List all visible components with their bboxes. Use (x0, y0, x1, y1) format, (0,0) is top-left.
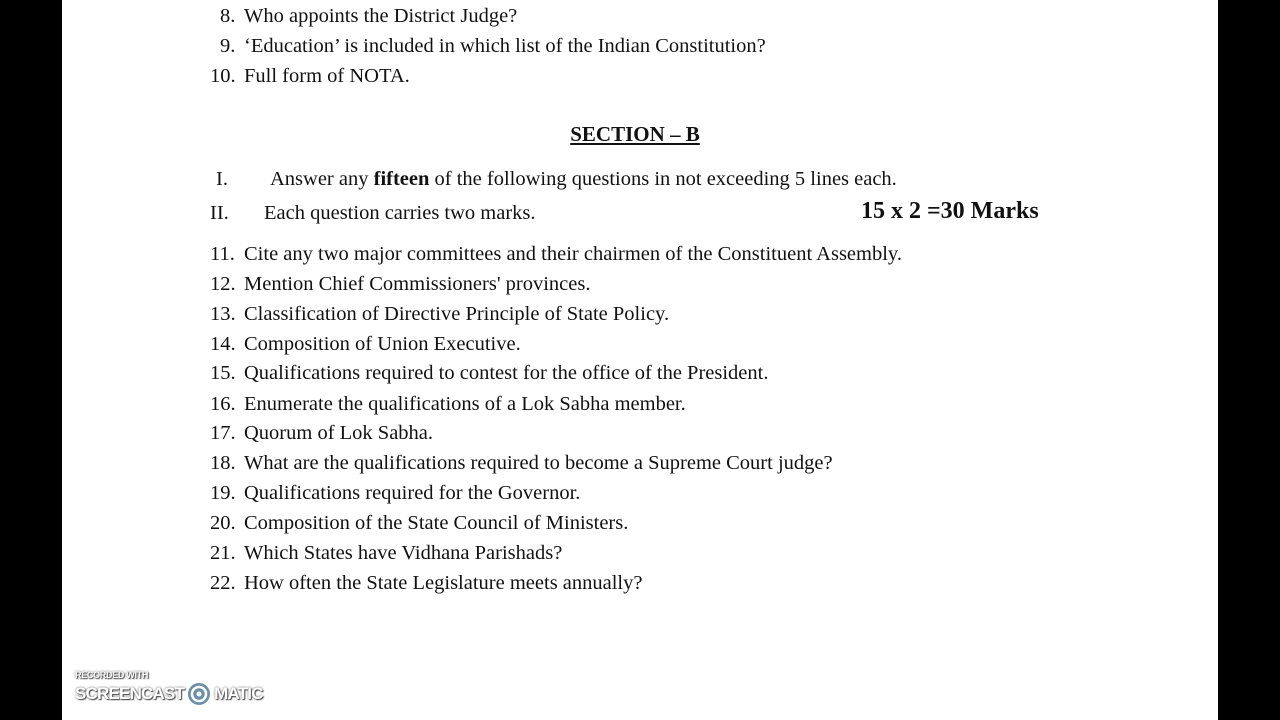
question-number: 11. (210, 243, 235, 265)
screencast-o-matic-logo-icon (186, 681, 212, 707)
question-number: 8. (220, 5, 236, 27)
watermark-brand (75, 681, 263, 707)
question-number: 10. (210, 65, 236, 87)
question-text: Classification of Directive Principle of State Policy. (244, 303, 670, 325)
question-11 (210, 242, 902, 266)
watermark-recorded-with: RECORDED WITH (75, 670, 149, 680)
instruction-text-post: of the following questions in not exceeding 5 lines each. (429, 168, 897, 190)
question-10 (210, 64, 410, 88)
screencast-watermark (75, 670, 263, 707)
question-number: 14. (210, 333, 236, 355)
question-12 (210, 272, 590, 296)
question-text: Who appoints the District Judge? (244, 5, 518, 27)
question-text: Cite any two major committees and their chairmen of the Constituent Assembly. (244, 243, 902, 265)
document-page (62, 0, 1218, 720)
instruction-text: Each question carries two marks. (264, 202, 536, 224)
marks-allocation: 15 x 2 =30 Marks (861, 198, 1039, 224)
question-text: Composition of the State Council of Ministers. (244, 512, 629, 534)
question-number: 13. (210, 303, 236, 325)
question-text: What are the qualifications required to become a Supreme Court judge? (244, 452, 833, 474)
question-21 (210, 541, 562, 565)
question-text: Enumerate the qualifications of a Lok Sabha member. (244, 393, 686, 415)
question-16 (210, 392, 686, 416)
question-13 (210, 302, 669, 326)
question-8 (210, 4, 517, 28)
question-number: 20. (210, 512, 236, 534)
question-text: Mention Chief Commissioners' provinces. (244, 273, 591, 295)
question-number: 21. (210, 542, 236, 564)
question-15 (210, 361, 768, 385)
question-text: Which States have Vidhana Parishads? (244, 542, 563, 564)
question-22 (210, 571, 642, 595)
instruction-text (270, 167, 897, 191)
question-number: 22. (210, 572, 236, 594)
question-text: Full form of NOTA. (244, 65, 410, 87)
question-text: Quorum of Lok Sabha. (244, 422, 434, 444)
question-18 (210, 451, 833, 475)
question-17 (210, 421, 433, 445)
question-text: Qualifications required to contest for the office of the President. (244, 362, 769, 384)
question-14 (210, 332, 521, 356)
question-number: 16. (210, 393, 236, 415)
watermark-brand-right: MATIC (214, 684, 263, 703)
instruction-2 (210, 201, 710, 225)
question-9 (210, 34, 766, 58)
instruction-roman: II. (210, 202, 229, 224)
instruction-roman: I. (216, 168, 228, 190)
watermark-brand-left: SCREENCAST (75, 684, 185, 703)
question-text: How often the State Legislature meets annually? (244, 572, 643, 594)
question-text: Qualifications required for the Governor. (244, 482, 581, 504)
question-19 (210, 481, 580, 505)
instruction-1 (216, 167, 1016, 191)
question-number: 19. (210, 482, 236, 504)
question-text: ‘Education’ is included in which list of the Indian Constitution? (244, 35, 766, 57)
question-number: 18. (210, 452, 236, 474)
question-text: Composition of Union Executive. (244, 333, 521, 355)
question-number: 12. (210, 273, 236, 295)
section-b-heading: SECTION – B (570, 122, 700, 146)
question-number: 15. (210, 362, 236, 384)
question-number: 17. (210, 422, 236, 444)
instruction-text-bold: fifteen (373, 168, 430, 190)
instruction-text-pre: Answer any (270, 168, 374, 190)
question-number: 9. (220, 35, 236, 57)
question-20 (210, 511, 628, 535)
